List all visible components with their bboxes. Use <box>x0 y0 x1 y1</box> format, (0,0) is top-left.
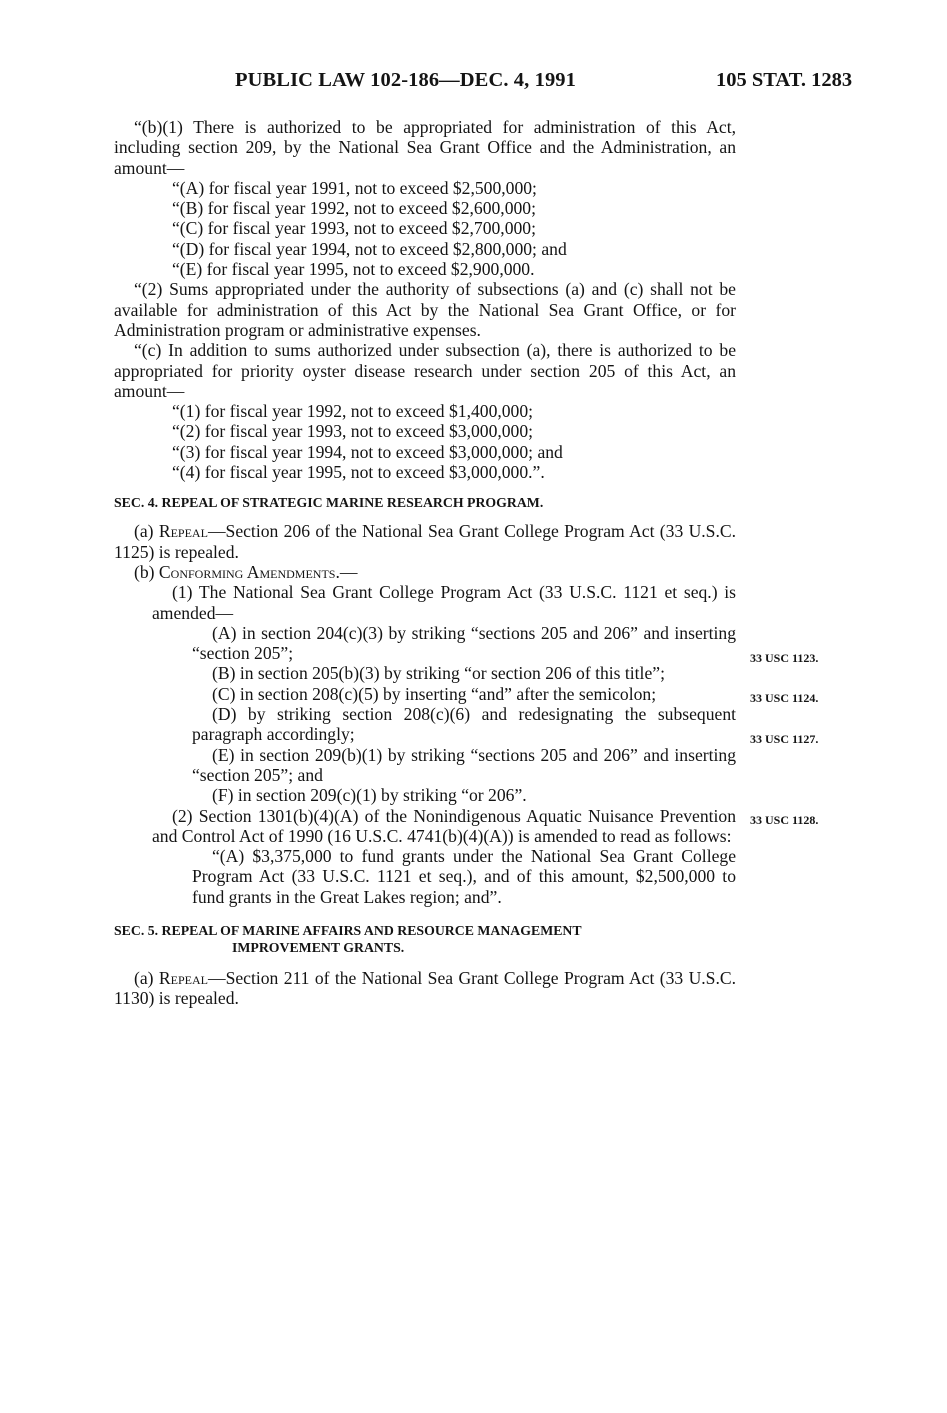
sec4-b-label: Conforming Amendments <box>158 561 336 582</box>
paragraph-b1: “(b)(1) There is authorized to be appropriated for administration of this Act, including section 209, by the National Sea Grant Office and the Administration, an amount— <box>114 117 736 178</box>
sec4-subsection-b: (b) Conforming Amendments.— <box>134 561 358 582</box>
running-header-title: PUBLIC LAW 102-186—DEC. 4, 1991 <box>235 69 576 91</box>
section-5-heading-line2: IMPROVEMENT GRANTS. <box>232 939 405 955</box>
list-item: “(D) for fiscal year 1994, not to exceed $2,800,000; and <box>172 238 567 259</box>
sec5-subsection-a: (a) Repeal—Section 211 of the National Sea Grant College Program Act (33 U.S.C. 1130) is repealed. <box>114 967 736 1009</box>
list-item: (D) by striking section 208(c)(6) and redesignating the subsequent paragraph accordingly; <box>192 704 736 745</box>
list-item: (C) in section 208(c)(5) by inserting “and” after the semicolon; <box>212 683 657 704</box>
list-item: (A) in section 204(c)(3) by striking “sections 205 and 206” and inserting “section 205”; <box>192 622 736 664</box>
list-item: “(4) for fiscal year 1995, not to exceed $3,000,000.”. <box>172 462 545 483</box>
list-item: (E) in section 209(b)(1) by striking “sections 205 and 206” and inserting “section 205”; and <box>192 744 736 785</box>
sec4-subsection-a: (a) Repeal—Section 206 of the National Sea Grant College Program Act (33 U.S.C. 1125) is repealed. <box>114 521 736 562</box>
list-item: (B) in section 205(b)(3) by striking “or section 206 of this title”; <box>212 663 665 684</box>
paragraph-c: “(c) In addition to sums authorized under subsection (a), there is authorized to be appropriated for priority oyster disease research under section 205 of this Act, an amount— <box>114 340 736 401</box>
sec4-a-label: Repeal <box>158 521 208 542</box>
list-item: “(A) for fiscal year 1991, not to exceed $2,500,000; <box>172 177 537 198</box>
margin-note: 33 USC 1128. <box>750 813 819 827</box>
list-item: “(2) for fiscal year 1993, not to exceed $3,000,000; <box>172 421 534 442</box>
sec5-a-text: —Section 211 of the National Sea Grant College Program Act (33 U.S.C. 1130) is repealed. <box>114 967 736 1009</box>
sec5-a-label: Repeal <box>158 967 208 988</box>
margin-note: 33 USC 1123. <box>750 651 819 665</box>
list-item: “(B) for fiscal year 1992, not to exceed $2,600,000; <box>172 198 536 219</box>
list-item: “(E) for fiscal year 1995, not to exceed $2,900,000. <box>172 259 535 280</box>
list-item: “(3) for fiscal year 1994, not to exceed $3,000,000; and <box>172 441 563 462</box>
section-5-heading-line1: SEC. 5. REPEAL OF MARINE AFFAIRS AND RESOURCE MANAGEMENT <box>114 922 582 938</box>
list-item: (F) in section 209(c)(1) by striking “or 206”. <box>212 785 527 806</box>
section-5-heading <box>114 922 736 956</box>
statute-page-number: 105 STAT. 1283 <box>716 69 853 91</box>
list-item: “(C) for fiscal year 1993, not to exceed $2,700,000; <box>172 218 536 239</box>
section-4-heading: SEC. 4. REPEAL OF STRATEGIC MARINE RESEARCH PROGRAM. <box>114 495 544 511</box>
margin-note: 33 USC 1127. <box>750 732 819 746</box>
sec4-b2-quote: “(A) $3,375,000 to fund grants under the National Sea Grant College Program Act (33 U.S.C. 1121 et seq.), and of this amount, $2,500,000 to fund grants in the Great Lakes region; and”. <box>192 846 736 907</box>
list-item: “(1) for fiscal year 1992, not to exceed $1,400,000; <box>172 401 534 422</box>
margin-note: 33 USC 1124. <box>750 691 819 705</box>
sec4-b1: (1) The National Sea Grant College Program Act (33 U.S.C. 1121 et seq.) is amended— <box>152 582 736 623</box>
paragraph-b2: “(2) Sums appropriated under the authority of subsections (a) and (c) shall not be available for administration of this Act by the National Sea Grant Office, or for Administration program or administrative expenses. <box>114 279 736 340</box>
sec4-b2: (2) Section 1301(b)(4)(A) of the Nonindigenous Aquatic Nuisance Prevention and Control Act of 1990 (16 U.S.C. 4741(b)(4)(A)) is amended to read as follows: <box>152 805 736 846</box>
sec4-a-text: —Section 206 of the National Sea Grant College Program Act (33 U.S.C. 1125) is repealed. <box>114 521 736 562</box>
document-body <box>114 117 736 1009</box>
